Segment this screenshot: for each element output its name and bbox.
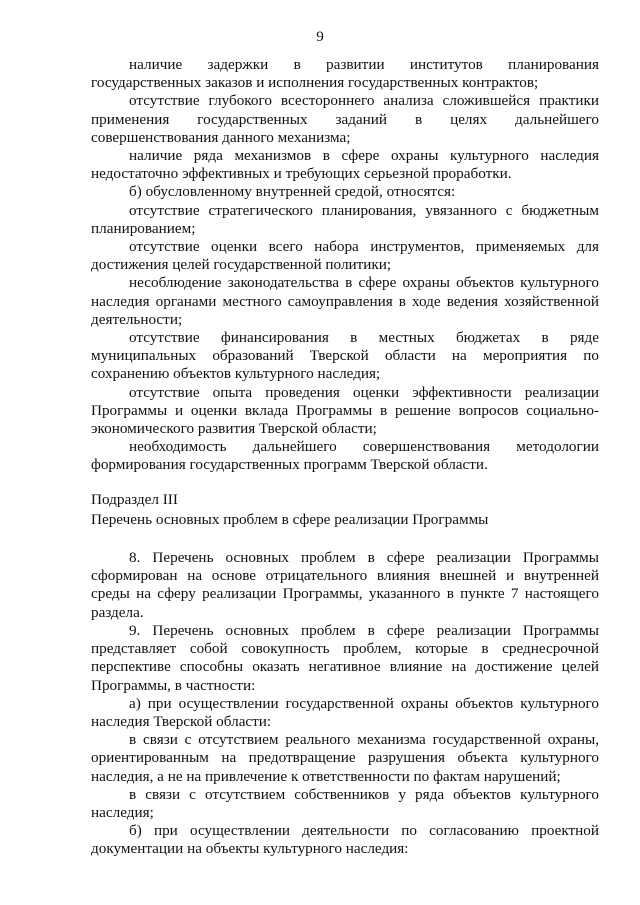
paragraph: наличие ряда механизмов в сфере охраны культурного наследия недостаточно эффективных и требующих серьезной проработки. (91, 147, 599, 183)
paragraph: б) при осуществлении деятельности по согласованию проектной документации на объекты культурного наследия: (91, 822, 599, 858)
paragraph: б) обусловленному внутренней средой, относятся: (129, 183, 456, 201)
paragraph: необходимость дальнейшего совершенствования методологии формирования государственных программ Тверской области. (91, 438, 599, 474)
paragraph: отсутствие глубокого всестороннего анализа сложившейся практики применения государственных заданий в целях дальнейшего совершенствования данного механизма; (91, 92, 599, 146)
section-subtitle: Перечень основных проблем в сфере реализации Программы (91, 510, 489, 528)
paragraph: наличие задержки в развитии институтов планирования государственных заказов и исполнения государственных контрактов; (91, 56, 599, 92)
page-number: 9 (316, 28, 324, 45)
spacer (91, 475, 599, 491)
paragraph: 8. Перечень основных проблем в сфере реализации Программы сформирован на основе отрицательного влияния внешней и внутренней среды на сферу реализации Программы, указанного в пункте 7 настоящего раздела. (91, 549, 599, 621)
paragraph: а) при осуществлении государственной охраны объектов культурного наследия Тверской области: (91, 694, 599, 730)
spacer (91, 529, 599, 549)
paragraph: в связи с отсутствием собственников у ряда объектов культурного наследия; (91, 785, 599, 821)
paragraph: несоблюдение законодательства в сфере охраны объектов культурного наследия органами местного самоуправления в ходе ведения хозяйственной деятельности; (91, 274, 599, 328)
document-body (91, 56, 599, 859)
paragraph: отсутствие оценки всего набора инструментов, применяемых для достижения целей государственной политики; (91, 238, 599, 274)
paragraph: отсутствие стратегического планирования, увязанного с бюджетным планированием; (91, 201, 599, 237)
paragraph: отсутствие опыта проведения оценки эффективности реализации Программы и оценки вклада Программы в решение вопросов социально-экономического развития Тверской области; (91, 383, 599, 438)
paragraph: 9. Перечень основных проблем в сфере реализации Программы представляет собой совокупность проблем, которые в среднесрочной перспективе способны оказать негативное влияние на достижение целей Программы, в частности: (91, 621, 599, 694)
paragraph: в связи с отсутствием реального механизма государственной охраны, ориентированным на предотвращение разрушения объекта культурного наследия, а не на привлечение к ответственности по фактам нарушений; (91, 731, 599, 785)
paragraph: отсутствие финансирования в местных бюджетах в ряде муниципальных образований Тверской области на мероприятия по сохранению объектов культурного наследия; (91, 329, 599, 383)
section-title: Подраздел III (91, 490, 178, 508)
